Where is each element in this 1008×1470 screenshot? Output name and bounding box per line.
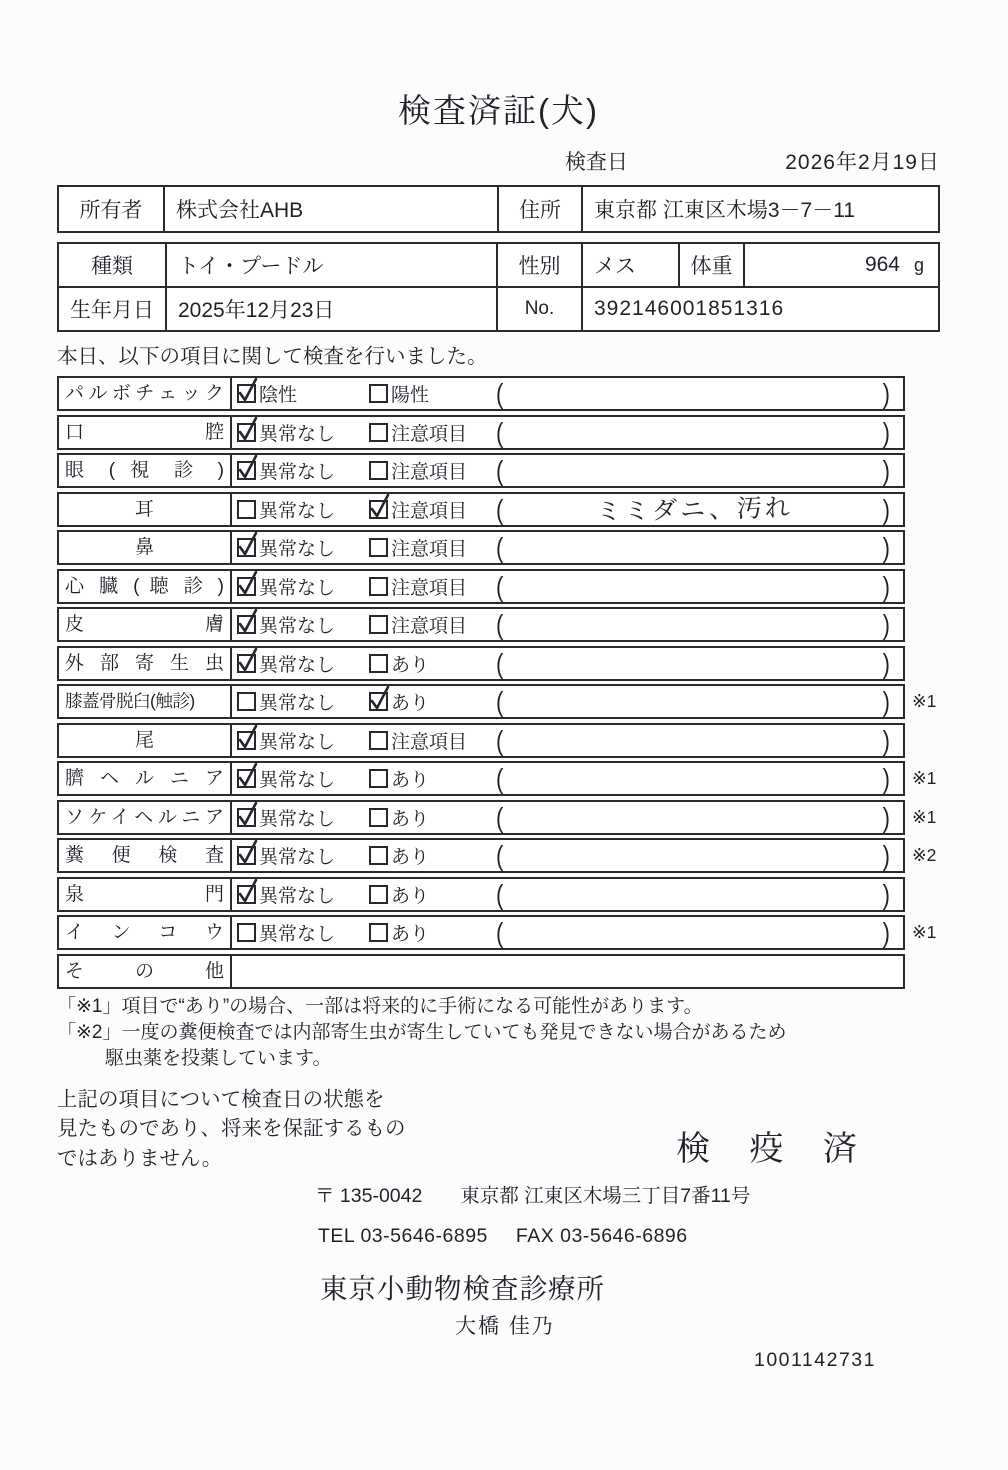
item-label: 外部寄生虫 [59,648,232,679]
checkbox-label: 異常なし [259,500,336,522]
item-content [232,648,903,679]
paren-close: ) [882,723,890,755]
checkbox-label: あり [391,924,430,945]
option-1 [237,494,335,525]
closing-section [57,1085,940,1174]
paren-close: ) [882,377,890,409]
footnote-2: 「※2」一度の糞便検査では内部寄生虫が寄生していても発見できない場合があるため [57,1021,787,1043]
checklist-row [57,453,905,488]
paren-open: ( [496,877,504,909]
option-2 [369,455,467,486]
option-2 [369,378,429,409]
option-1 [237,763,335,794]
item-content [232,494,903,525]
paren-close: ) [882,569,890,601]
weight-value [743,244,938,286]
checkbox-icon [237,615,256,634]
option-2 [369,532,467,563]
checkbox-label: 異常なし [259,539,336,560]
item-label: ソケイヘルニア [59,802,232,833]
option-2 [369,802,429,833]
checklist-row [57,800,937,835]
item-label: インコウ [59,917,232,948]
paren-open: ( [496,454,504,486]
disclaimer-line-1: 上記の項目について検査日の状態を [57,1087,385,1111]
weight-unit: g [913,254,924,275]
checkbox-label: 陽性 [391,385,430,406]
veterinarian-name: 大橋 佳乃 [455,1315,555,1338]
item-content [232,956,903,987]
checkbox-icon [237,846,256,865]
paren-open: ( [496,377,504,409]
item-content [232,378,903,409]
checkbox-label: 注意項目 [391,577,468,599]
handwritten-check-icon [236,415,260,443]
checkbox-icon [369,731,388,750]
footnote-3: 駆虫薬を投薬しています。 [105,1047,332,1069]
paren-close: ) [882,800,890,832]
option-1 [237,686,335,717]
footnotes [57,994,940,1072]
paren-close: ) [882,762,890,794]
item-content [232,571,903,602]
checklist-row [57,492,905,527]
checkbox-label: 陰性 [259,385,298,406]
handwritten-check-icon [236,376,260,404]
checkbox-icon [237,654,256,673]
document-number: 1001142731 [753,1349,876,1371]
checkbox-label: あり [391,654,430,676]
paren-close: ) [882,454,890,486]
option-1 [237,725,335,756]
paren-open: ( [496,492,504,524]
checkbox-label: 注意項目 [391,616,468,637]
checklist-row [57,838,937,873]
breed-label: 種類 [91,255,133,278]
handwritten-check-icon [368,492,392,520]
item-label: 糞便検査 [59,840,232,871]
quarantine-stamp: 検 疫 済 [676,1129,872,1168]
owner-value: 株式会社AHB [163,187,497,231]
checkbox-label: 異常なし [259,847,336,868]
paren-close: ) [882,608,890,640]
checkbox-label: 注意項目 [391,539,468,560]
number-label: No. [496,288,581,330]
checkbox-icon [369,577,388,596]
inspection-date-value: 2026年2月19日 [785,151,940,174]
owner-label: 所有者 [79,199,143,222]
option-2 [369,571,467,602]
checkbox-icon [369,654,388,673]
checkbox-icon [237,731,256,750]
item-content [232,455,903,486]
item-label: その他 [59,956,232,987]
option-1 [237,802,335,833]
paren-open: ( [496,415,504,447]
reference-mark: ※1 [912,922,937,942]
item-content [232,532,903,563]
clinic-contact-line [318,1225,940,1248]
checklist-table [57,376,937,989]
clinic-address: 東京都 江東区木場三丁目7番11号 [460,1185,751,1207]
option-1 [237,455,335,486]
item-label: 泉門 [59,879,232,910]
item-content [232,417,903,448]
checkbox-icon [237,500,256,519]
checklist-row [57,954,905,989]
handwritten-check-icon [236,530,260,558]
handwritten-check-icon [236,646,260,674]
reference-mark: ※1 [912,768,937,788]
checklist-row [57,761,937,796]
checklist-row [57,607,905,642]
checkbox-label: 異常なし [259,616,336,637]
checkbox-label: あり [391,808,430,830]
option-2 [369,609,467,640]
option-1 [237,917,335,948]
reference-mark: ※2 [912,845,937,865]
item-label: 臍ヘルニア [59,763,232,794]
item-label: 尾 [59,725,232,756]
disclaimer-line-3: ではありません。 [57,1146,223,1170]
certificate-page [57,0,940,1372]
item-content [232,840,903,871]
page-title: 検査済証(犬) [398,92,599,129]
option-1 [237,879,335,910]
breed-value: トイ・プードル [165,244,496,286]
option-2 [369,417,467,448]
option-1 [237,378,297,409]
checkbox-label: 異常なし [259,693,336,714]
disclaimer-line-2: 見たものであり、将来を保証するもの [57,1117,406,1140]
option-2 [369,763,429,794]
checkbox-icon [369,500,388,519]
checklist-row [57,646,905,681]
item-content [232,725,903,756]
address-label: 住所 [497,187,581,231]
checkbox-label: 異常なし [259,885,336,907]
paren-open: ( [496,531,504,563]
checkbox-icon [369,384,388,403]
checkbox-label: 異常なし [259,808,336,830]
checkbox-icon [237,423,256,442]
paren-open: ( [496,916,504,948]
paren-close: ) [882,492,890,524]
birthdate-value: 2025年12月23日 [165,288,496,330]
option-2 [369,917,429,948]
checkbox-label: 異常なし [259,731,336,753]
option-1 [237,417,335,448]
option-2 [369,725,467,756]
checkbox-icon [369,769,388,788]
checkbox-icon [369,923,388,942]
checkbox-label: 注意項目 [391,731,468,753]
option-1 [237,609,335,640]
checkbox-label: 注意項目 [391,500,468,522]
item-content [232,609,903,640]
checkbox-label: 異常なし [259,462,336,483]
dog-info-table [57,242,940,332]
checklist-row [57,415,905,450]
option-2 [369,494,467,525]
checkbox-label: 異常なし [259,924,336,945]
checkbox-icon [369,808,388,827]
handwritten-check-icon [236,761,260,789]
reference-mark: ※1 [912,691,937,711]
sex-label: 性別 [496,244,581,286]
handwritten-check-icon [236,723,260,751]
weight-label: 体重 [678,244,743,286]
item-label: 耳 [59,494,232,525]
option-1 [237,648,335,679]
checkbox-label: 異常なし [259,770,336,791]
checklist-row [57,569,905,604]
paren-close: ) [882,415,890,447]
clinic-fax: FAX 03-5646-6896 [515,1225,688,1247]
checkbox-icon [369,461,388,480]
birthdate-label: 生年月日 [70,299,154,322]
checkbox-label: あり [391,885,430,907]
checkbox-icon [237,923,256,942]
paren-close: ) [882,839,890,871]
checkbox-label: 注意項目 [391,462,468,483]
paren-open: ( [496,608,504,640]
inspection-date-row [57,149,940,176]
checklist-row [57,530,905,565]
paren-open: ( [496,839,504,871]
clinic-address-line [315,1180,940,1208]
intro-sentence: 本日、以下の項目に関して検査を行いました。 [57,345,488,368]
checkbox-icon [369,423,388,442]
checklist-row [57,877,905,912]
checkbox-label: 注意項目 [391,423,468,445]
checkbox-icon [237,461,256,480]
option-1 [237,532,335,563]
handwritten-check-icon [236,607,260,635]
dog-info-row-1 [59,244,938,286]
paren-open: ( [496,685,504,717]
sex-value: メス [581,244,678,286]
handwritten-check-icon [236,453,260,481]
checklist-row [57,376,905,411]
inspection-date-label: 検査日 [565,151,628,174]
paren-close: ) [882,531,890,563]
checkbox-icon [237,885,256,904]
handwritten-note: ミミダニ、汚れ [595,493,794,526]
paren-close: ) [882,685,890,717]
item-label: 口腔 [59,417,232,448]
weight-number: 964 [864,253,900,276]
clinic-tel: TEL 03-5646-6895 [318,1225,488,1247]
item-label: 心 臓 ( 聴 診 ) [59,571,232,602]
handwritten-check-icon [236,877,260,905]
checkbox-icon [369,538,388,557]
paren-open: ( [496,800,504,832]
checkbox-icon [369,692,388,711]
item-label: 皮膚 [59,609,232,640]
checklist-row [57,723,905,758]
paren-close: ) [882,646,890,678]
checkbox-icon [237,538,256,557]
clinic-name: 東京小動物検査診療所 [320,1273,605,1304]
checkbox-label: 異常なし [259,577,336,599]
dog-info-row-2 [59,286,938,330]
footnote-1: 「※1」項目で“あり”の場合、一部は将来的に手術になる可能性があります。 [57,995,703,1017]
owner-table [57,185,940,233]
checkbox-label: あり [391,847,430,868]
checkbox-icon [369,846,388,865]
item-content [232,802,903,833]
checkbox-icon [237,577,256,596]
item-label: 膝蓋骨脱臼(触診) [59,686,232,717]
checkbox-icon [237,808,256,827]
paren-open: ( [496,762,504,794]
paren-close: ) [882,916,890,948]
checkbox-label: 異常なし [259,423,336,445]
number-value: 392146001851316 [581,288,938,330]
paren-open: ( [496,646,504,678]
checkbox-label: あり [391,770,430,791]
option-2 [369,648,429,679]
item-label: 眼 ( 視 診 ) [59,455,232,486]
checkbox-icon [369,615,388,634]
checkbox-label: あり [391,693,430,714]
clinic-postal-code: 〒 135-0042 [315,1185,423,1207]
option-2 [369,879,429,910]
item-label: 鼻 [59,532,232,563]
option-1 [237,571,335,602]
paren-open: ( [496,723,504,755]
item-label: パルボチェック [59,378,232,409]
checkbox-icon [237,769,256,788]
checkbox-icon [237,692,256,711]
handwritten-check-icon [236,800,260,828]
reference-mark: ※1 [912,806,937,827]
checkbox-icon [369,885,388,904]
option-2 [369,686,429,717]
paren-open: ( [496,569,504,601]
option-2 [369,840,429,871]
item-content [232,879,903,910]
item-content [232,917,903,948]
paren-close: ) [882,877,890,909]
checkbox-label: 異常なし [259,654,336,676]
item-content [232,763,903,794]
option-1 [237,840,335,871]
checkbox-icon [237,384,256,403]
checklist-row [57,915,937,950]
address-value: 東京都 江東区木場3－7－11 [581,187,938,231]
handwritten-check-icon [236,569,260,597]
item-content [232,686,903,717]
checklist-row [57,684,937,719]
handwritten-check-icon [368,684,392,712]
handwritten-check-icon [236,838,260,866]
